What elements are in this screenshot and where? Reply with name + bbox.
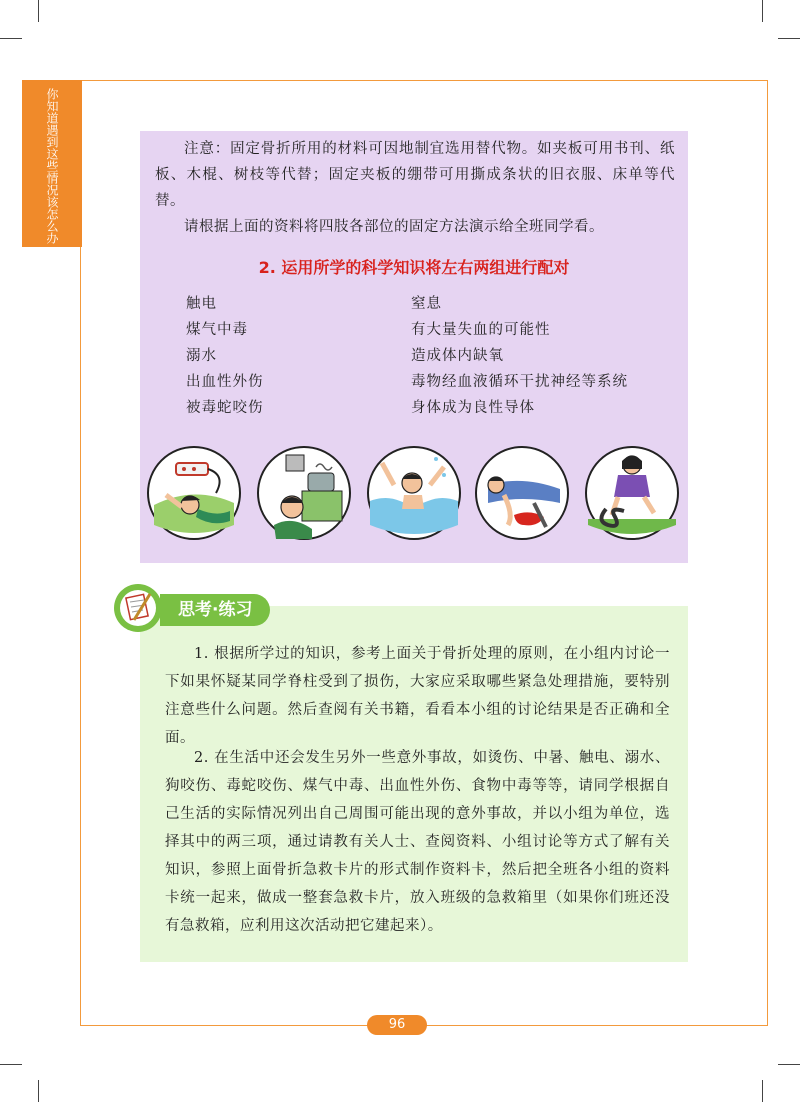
right-frame-line [767,80,768,1025]
think-practice-title: 思考·练习 [160,594,270,626]
crop-mark [778,38,800,39]
crop-mark [0,1064,22,1065]
drowning-illustration [366,445,462,541]
match-right-item: 毒物经血液循环干扰神经等系统 [411,374,628,390]
crop-mark [38,1080,39,1102]
crop-mark [762,1080,763,1102]
crop-mark [762,0,763,22]
snake-bite-illustration [584,445,680,541]
crop-mark [778,1064,800,1065]
match-left-item: 触电 [186,296,217,312]
chapter-side-tab-text: 你知道遇到这些情况该怎么办 [45,88,59,244]
left-frame-line [80,247,81,1025]
match-left-item: 被毒蛇咬伤 [186,400,264,416]
crop-mark [0,38,22,39]
match-left-column [186,291,264,421]
bleeding-injury-illustration [474,445,570,541]
chapter-side-tab [22,80,82,247]
match-right-column [411,291,628,421]
top-frame-line [22,80,768,81]
gas-poisoning-illustration [256,445,352,541]
match-section-title: 2. 运用所学的科学知识将左右两组进行配对 [258,258,570,277]
match-right-item: 身体成为良性导体 [411,400,535,416]
match-right-item: 窒息 [411,296,442,312]
note-paragraph: 注意：固定骨折所用的材料可因地制宜选用替代物。如夹板可用书刊、纸板、木棍、树枝等代替；固定夹板的绷带可用撕成条状的旧衣服、床单等代替。 [155,141,675,209]
match-right-item: 造成体内缺氧 [411,348,504,364]
electric-shock-illustration [146,445,242,541]
question-2: 2. 在生活中还会发生另外一些意外事故，如烫伤、中暑、触电、溺水、狗咬伤、毒蛇咬伤、煤气中毒、出血性外伤、食物中毒等等，请同学根据自己生活的实际情况列出自己周围可能出现的意外事故，并以小组为单位，选择其中的两三项，通过请教有关人士、查阅资料、小组讨论等方式了解有关知识，参照上面骨折急救卡片的形式制作资料卡，然后把全班各小组的资料卡统一起来，做成一整套急救卡片，放入班级的急救箱里（如果你们班还没有急救箱，应利用这次活动把它建起来）。 [165,750,670,934]
match-left-item: 煤气中毒 [186,322,248,338]
question-1: 1. 根据所学过的知识，参考上面关于骨折处理的原则，在小组内讨论一下如果怀疑某同学脊柱受到了损伤，大家应采取哪些紧急处理措施，要特别注意些什么问题。然后查阅有关书籍，看看本小组的讨论结果是否正确和全面。 [165,646,670,746]
match-right-item: 有大量失血的可能性 [411,322,551,338]
match-left-item: 出血性外伤 [186,374,264,390]
instruction-paragraph: 请根据上面的资料将四肢各部位的固定方法演示给全班同学看。 [184,219,604,235]
match-left-item: 溺水 [186,348,217,364]
crop-mark [38,0,39,22]
page-number: 96 [367,1015,427,1035]
